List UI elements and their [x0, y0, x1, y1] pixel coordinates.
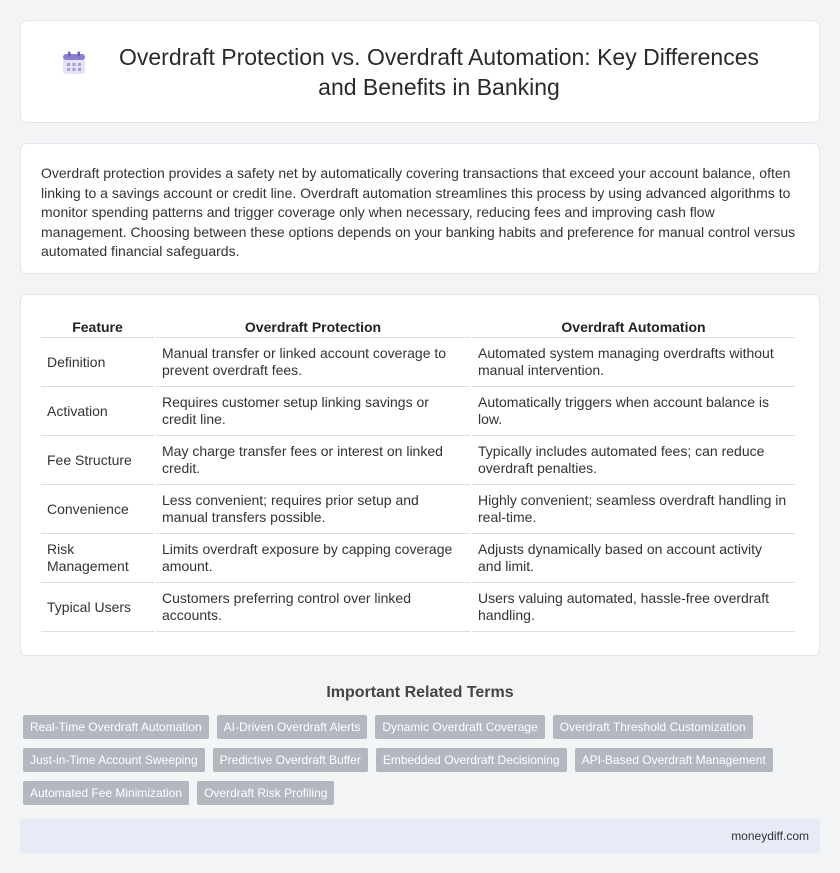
automation-cell: Adjusts dynamically based on account activity and limit. — [472, 534, 795, 583]
header-overdraft-automation: Overdraft Automation — [472, 315, 795, 338]
protection-cell: May charge transfer fees or interest on linked credit. — [156, 436, 470, 485]
title-wrap — [61, 42, 779, 102]
feature-cell: Typical Users — [41, 583, 154, 632]
footer-bar — [20, 819, 820, 853]
related-term-tag[interactable]: Automated Fee Minimization — [23, 781, 189, 805]
automation-cell: Users valuing automated, hassle-free overdraft handling. — [472, 583, 795, 632]
automation-cell: Highly convenient; seamless overdraft handling in real-time. — [472, 485, 795, 534]
related-term-tag[interactable]: Overdraft Risk Profiling — [197, 781, 334, 805]
table-row — [41, 338, 795, 387]
comparison-table — [39, 315, 797, 632]
automation-cell: Typically includes automated fees; can reduce overdraft penalties. — [472, 436, 795, 485]
page-title: Overdraft Protection vs. Overdraft Automation: Key Differences and Benefits in Banking — [118, 43, 760, 100]
feature-cell: Activation — [41, 387, 154, 436]
feature-cell: Risk Management — [41, 534, 154, 583]
related-terms-title: Important Related Terms — [326, 684, 514, 701]
table-row — [41, 387, 795, 436]
automation-cell: Automatically triggers when account balance is low. — [472, 387, 795, 436]
protection-cell: Limits overdraft exposure by capping coverage amount. — [156, 534, 470, 583]
related-term-tag[interactable]: Dynamic Overdraft Coverage — [375, 715, 544, 739]
related-term-tag[interactable]: Just-in-Time Account Sweeping — [23, 748, 205, 772]
calendar-icon — [61, 50, 87, 81]
table-row — [41, 436, 795, 485]
feature-cell: Convenience — [41, 485, 154, 534]
related-term-tag[interactable]: Real-Time Overdraft Automation — [23, 715, 209, 739]
related-term-tag[interactable]: Overdraft Threshold Customization — [553, 715, 753, 739]
feature-cell: Definition — [41, 338, 154, 387]
related-term-tag[interactable]: API-Based Overdraft Management — [575, 748, 773, 772]
related-term-tag[interactable]: Predictive Overdraft Buffer — [213, 748, 368, 772]
related-term-tag[interactable]: Embedded Overdraft Decisioning — [376, 748, 567, 772]
protection-cell: Less convenient; requires prior setup and manual transfers possible. — [156, 485, 470, 534]
table-row — [41, 583, 795, 632]
header-card — [20, 20, 820, 123]
table-header-row — [41, 315, 795, 338]
automation-cell: Automated system managing overdrafts without manual intervention. — [472, 338, 795, 387]
comparison-card — [20, 294, 820, 656]
header-overdraft-protection: Overdraft Protection — [156, 315, 470, 338]
feature-cell: Fee Structure — [41, 436, 154, 485]
table-row — [41, 485, 795, 534]
related-term-tag[interactable]: AI-Driven Overdraft Alerts — [217, 715, 368, 739]
table-row — [41, 534, 795, 583]
related-terms-list — [23, 715, 793, 805]
footer-site-link[interactable]: moneydiff.com — [731, 829, 809, 843]
intro-paragraph: Overdraft protection provides a safety net by automatically covering transactions that exceed your account balance, often linking to a savings account or credit line. Overdraft automation streamlines this process by using advanced algorithms to monitor spending patterns and trigger coverage only when necessary, reducing fees and improving cash flow management. Choosing between these options depends on your banking habits and preference for manual control versus automated financial safeguards. — [41, 165, 796, 259]
header-feature: Feature — [41, 315, 154, 338]
protection-cell: Customers preferring control over linked accounts. — [156, 583, 470, 632]
protection-cell: Manual transfer or linked account coverage to prevent overdraft fees. — [156, 338, 470, 387]
intro-card — [20, 143, 820, 274]
protection-cell: Requires customer setup linking savings or credit line. — [156, 387, 470, 436]
